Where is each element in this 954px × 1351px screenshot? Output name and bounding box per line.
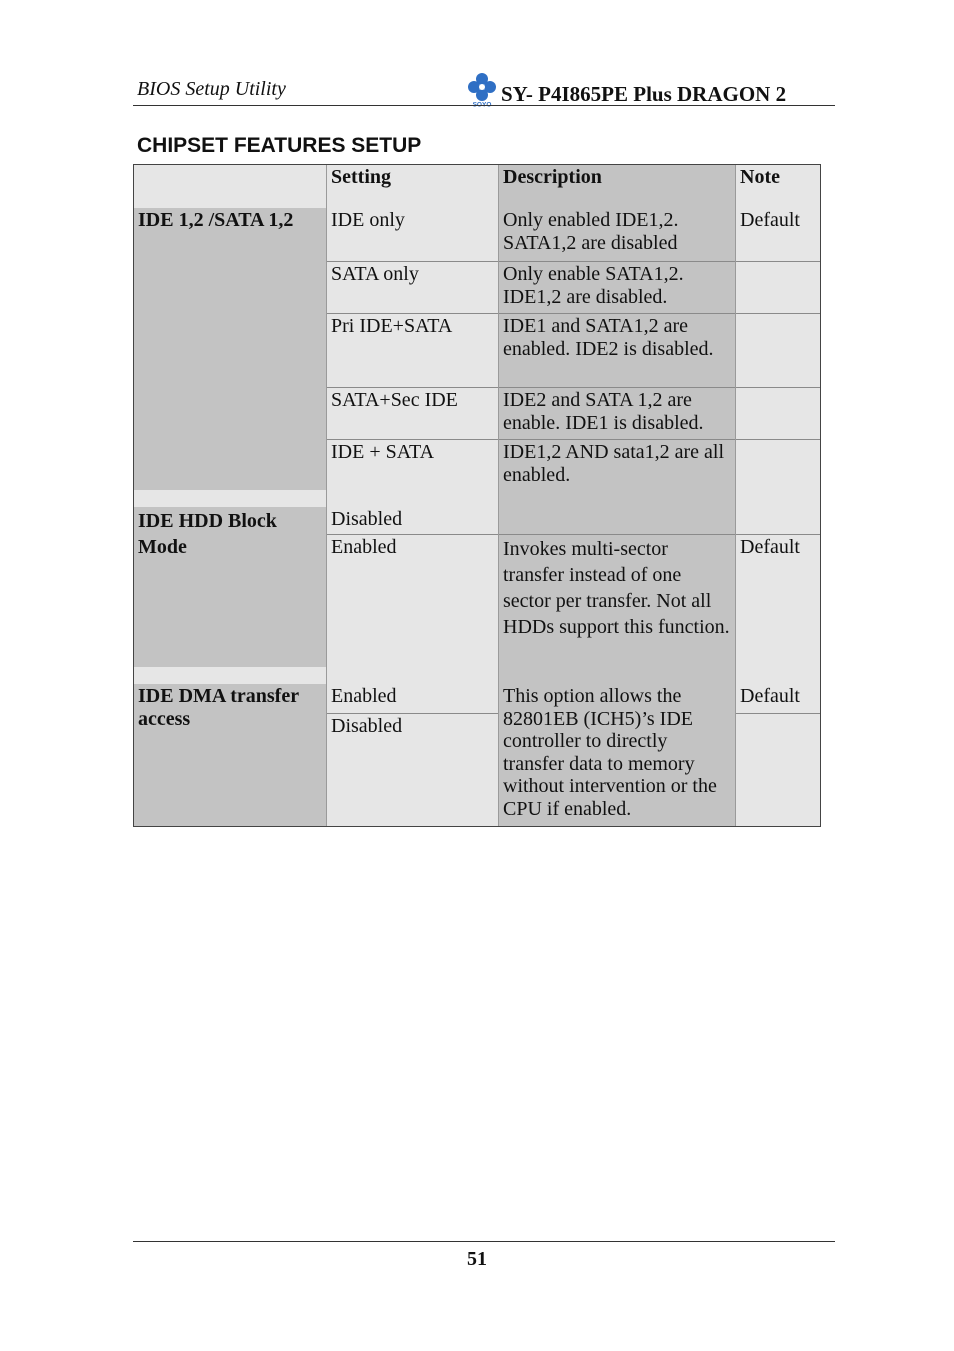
- setting-ide-plus-sata: IDE + SATA: [327, 439, 499, 490]
- note-pri-ide-sata: [736, 313, 820, 387]
- setting-ide-only: IDE only: [327, 208, 499, 261]
- setting-dma-enabled: Enabled: [327, 684, 499, 713]
- description-hdd-disabled: [499, 507, 736, 534]
- header-cell-note: Note: [736, 165, 820, 192]
- feature-ide-dma-transfer: IDE DMA transfer access: [134, 684, 327, 826]
- description-pri-ide-sata: IDE1 and SATA1,2 are enabled. IDE2 is disabled.: [499, 313, 736, 387]
- note-sata-only: [736, 261, 820, 313]
- header-right: [465, 70, 786, 108]
- header-left-title: BIOS Setup Utility: [137, 78, 286, 100]
- feature-ide-hdd-block-mode: IDE HDD Block Mode: [134, 507, 327, 667]
- footer-rule: [133, 1241, 835, 1242]
- column-divider: [498, 165, 499, 826]
- setting-dma-disabled: Disabled: [327, 713, 499, 826]
- column-divider: [326, 165, 327, 826]
- description-dma: This option allows the 82801EB (ICH5)’s IDE controller to directly transfer data to memory without intervention or the CPU if enabled.: [499, 684, 736, 826]
- note-hdd-enabled: Default: [736, 534, 820, 667]
- note-hdd-disabled: [736, 507, 820, 534]
- note-sata-sec-ide: [736, 387, 820, 439]
- description-hdd-enabled: Invokes multi-sector transfer instead of one sector per transfer. Not all HDDs support this function.: [499, 534, 736, 667]
- spacer-cell: [327, 192, 499, 208]
- spacer-cell: [134, 490, 327, 507]
- description-ide-only: Only enabled IDE1,2. SATA1,2 are disabled: [499, 208, 736, 261]
- note-dma-enabled: Default: [736, 684, 820, 713]
- header-rule: [133, 105, 835, 106]
- description-sata-sec-ide: IDE2 and SATA 1,2 are enable. IDE1 is disabled.: [499, 387, 736, 439]
- setting-sata-sec-ide: SATA+Sec IDE: [327, 387, 499, 439]
- note-ide-plus-sata: [736, 439, 820, 490]
- header-cell-description: Description: [499, 165, 736, 192]
- logo-text: SOYO: [472, 101, 492, 108]
- spacer-cell: [134, 667, 327, 684]
- header-product-title: SY- P4I865PE Plus DRAGON 2: [501, 82, 787, 106]
- header-cell-feature: [134, 165, 327, 192]
- spacer-cell: [327, 490, 499, 507]
- setting-hdd-disabled: Disabled: [327, 507, 499, 534]
- spacer-cell: [736, 192, 820, 208]
- setting-sata-only: SATA only: [327, 261, 499, 313]
- feature-ide-sata: IDE 1,2 /SATA 1,2: [134, 208, 327, 490]
- note-ide-only: Default: [736, 208, 820, 261]
- section-title: CHIPSET FEATURES SETUP: [137, 134, 422, 157]
- page-number: 51: [467, 1248, 487, 1270]
- note-dma-disabled: [736, 713, 820, 826]
- spacer-cell: [327, 667, 499, 684]
- spacer-cell: [499, 667, 736, 684]
- spacer-cell: [736, 667, 820, 684]
- description-sata-only: Only enable SATA1,2. IDE1,2 are disabled.: [499, 261, 736, 313]
- description-ide-plus-sata: IDE1,2 AND sata1,2 are all enabled.: [499, 439, 736, 490]
- spacer-cell: [499, 490, 736, 507]
- chipset-features-table: [133, 164, 821, 827]
- spacer-cell: [736, 490, 820, 507]
- column-divider: [735, 165, 736, 826]
- setting-hdd-enabled: Enabled: [327, 534, 499, 667]
- header-cell-setting: Setting: [327, 165, 499, 192]
- soyo-logo-icon: [465, 70, 499, 108]
- spacer-cell: [499, 192, 736, 208]
- setting-pri-ide-sata: Pri IDE+SATA: [327, 313, 499, 387]
- spacer-cell: [134, 192, 327, 208]
